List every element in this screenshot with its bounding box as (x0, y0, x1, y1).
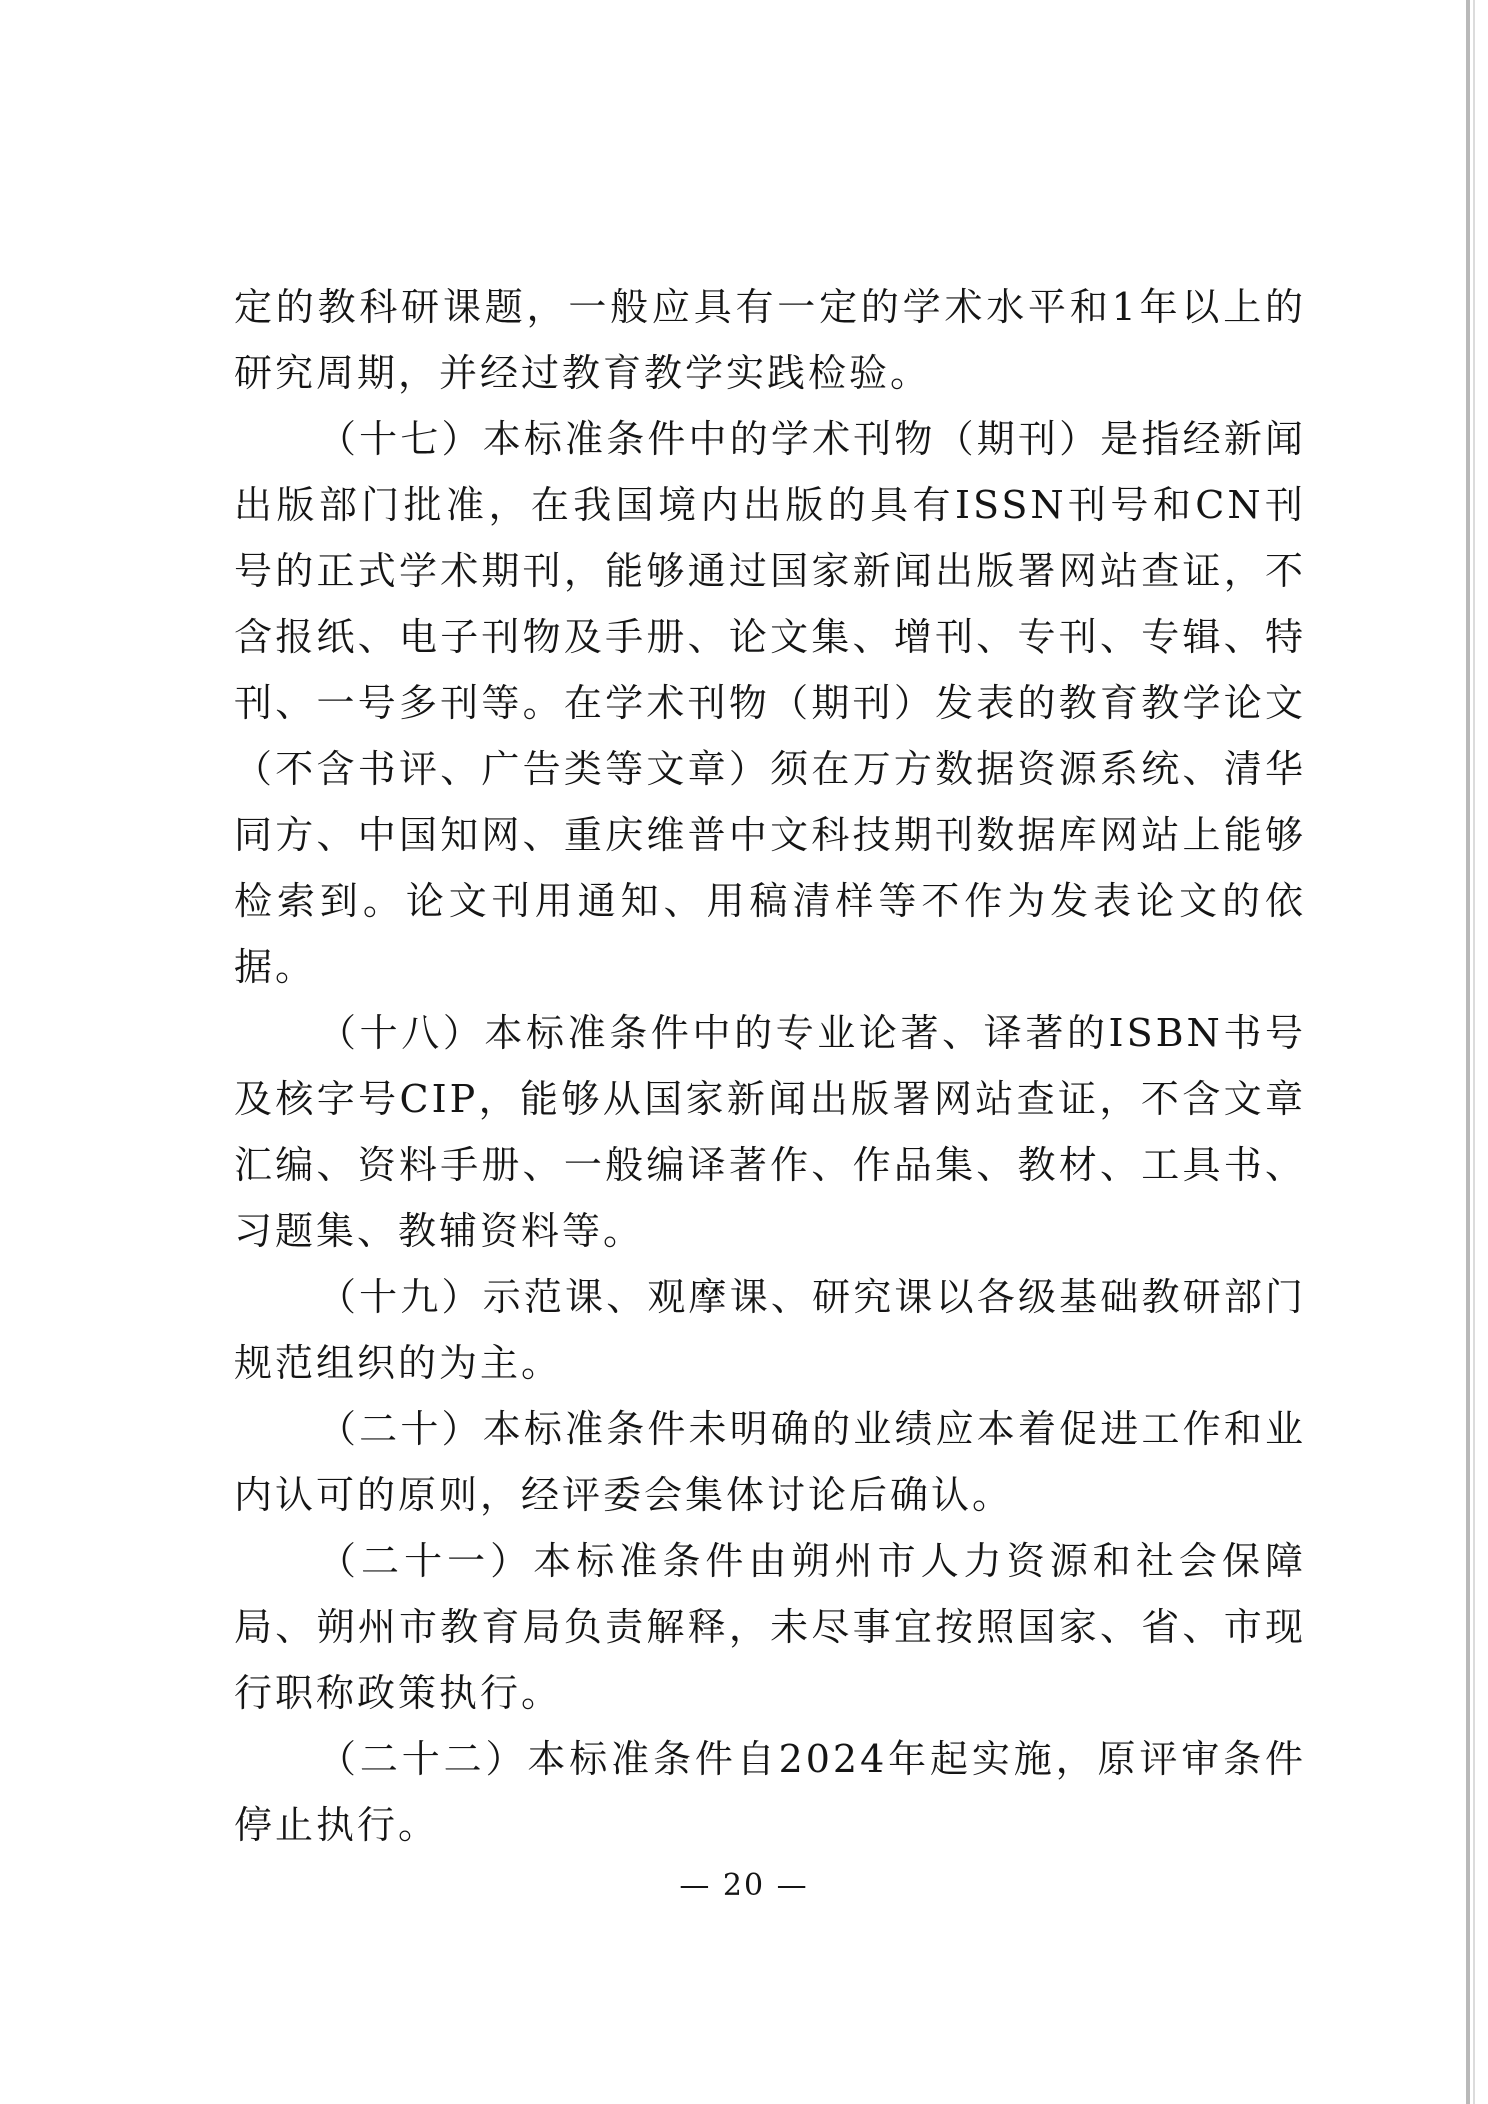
scan-edge-inner (1473, 0, 1475, 2104)
scan-edge (1466, 0, 1470, 2104)
document-body (234, 274, 1306, 1858)
paragraph-item-18: （十八）本标准条件中的专业论著、译著的ISBN书号及核字号CIP，能够从国家新闻出版署网站查证，不含文章汇编、资料手册、一般编译著作、作品集、教材、工具书、习题集、教辅资料等。 (234, 1011, 1306, 1253)
paragraph-item-21: （二十一）本标准条件由朔州市人力资源和社会保障局、朔州市教育局负责解释，未尽事宜按照国家、省、市现行职称政策执行。 (234, 1539, 1306, 1715)
page-number: — 20 — (679, 1868, 809, 1903)
paragraph-item-22: （二十二）本标准条件自2024年起实施，原评审条件停止执行。 (234, 1737, 1306, 1847)
paragraph-item-20: （二十）本标准条件未明确的业绩应本着促进工作和业内认可的原则，经评委会集体讨论后确认。 (234, 1407, 1306, 1517)
paragraph-item-19: （十九）示范课、观摩课、研究课以各级基础教研部门规范组织的为主。 (234, 1275, 1306, 1385)
paragraph-item-17: （十七）本标准条件中的学术刊物（期刊）是指经新闻出版部门批准，在我国境内出版的具有ISSN刊号和CN刊号的正式学术期刊，能够通过国家新闻出版署网站查证，不含报纸、电子刊物及手册、论文集、增刊、专刊、专辑、特刊、一号多刊等。在学术刊物（期刊）发表的教育教学论文（不含书评、广告类等文章）须在万方数据资源系统、清华同方、中国知网、重庆维普中文科技期刊数据库网站上能够检索到。论文刊用通知、用稿清样等不作为发表论文的依据。 (234, 417, 1306, 989)
paragraph-continuation: 定的教科研课题，一般应具有一定的学术水平和1年以上的研究周期，并经过教育教学实践检验。 (234, 285, 1306, 395)
